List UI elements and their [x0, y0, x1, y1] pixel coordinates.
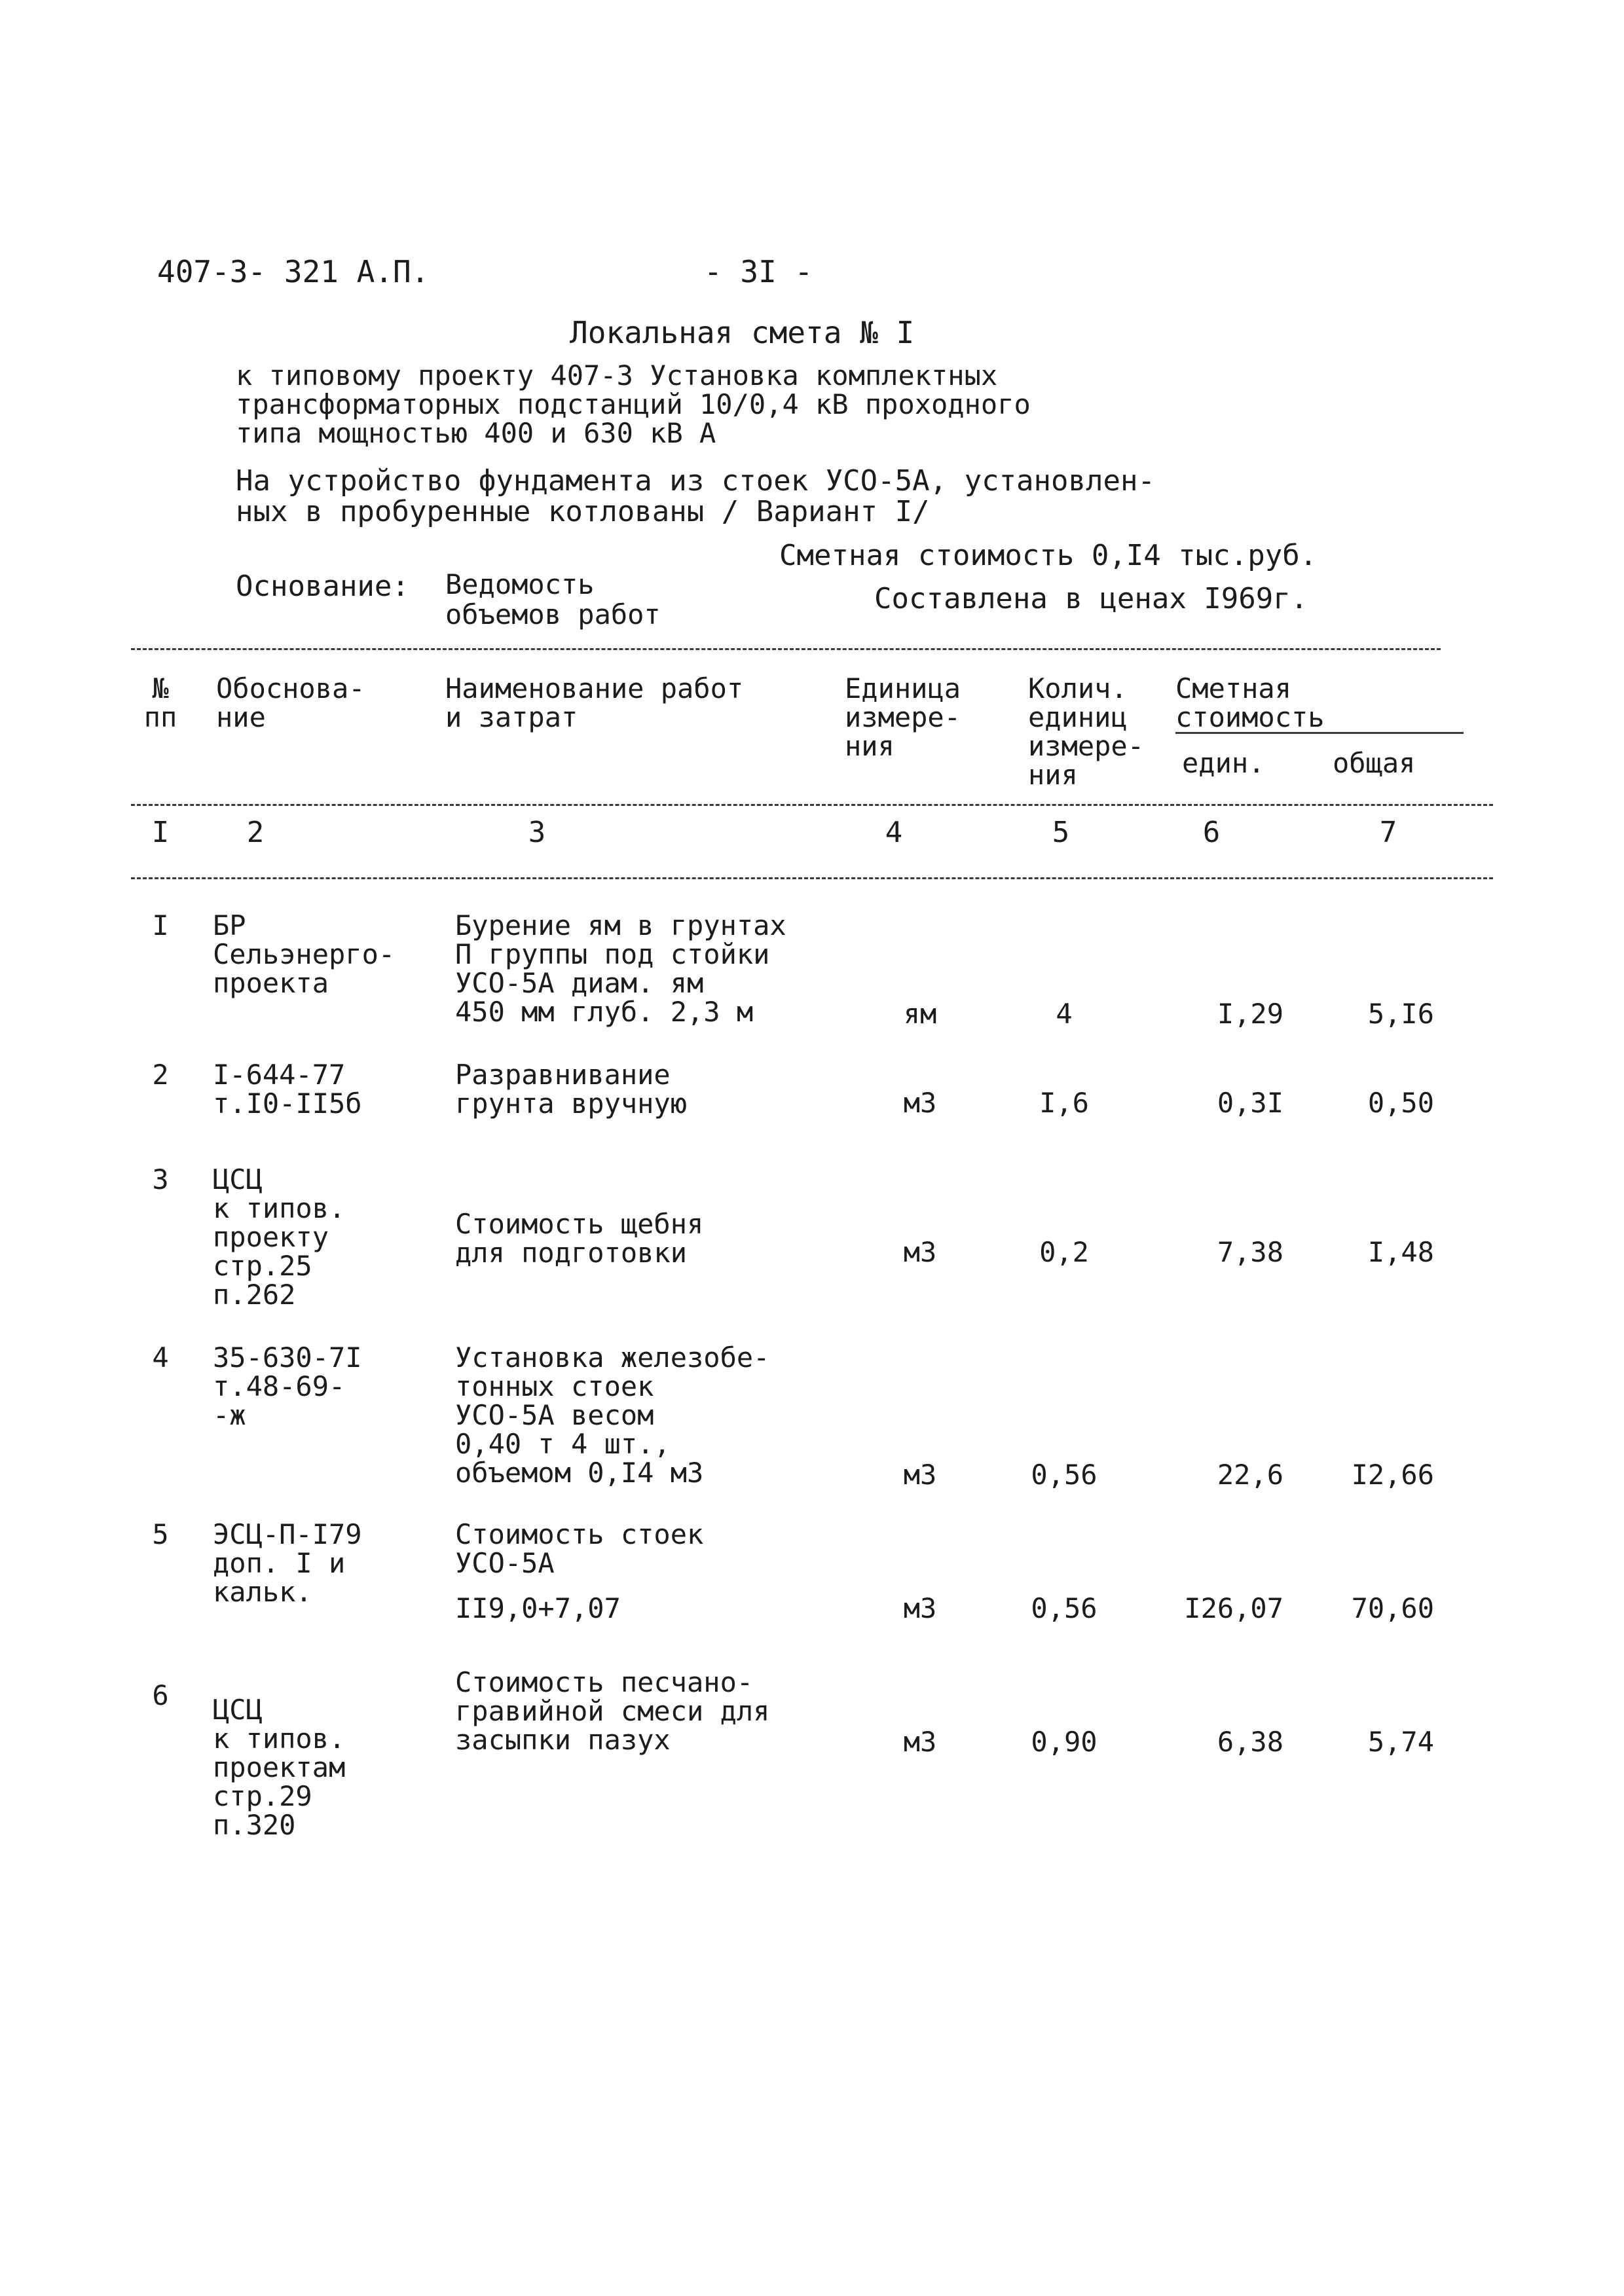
column-number: 3: [528, 816, 546, 849]
row-cost-total: 70,60: [1351, 1592, 1434, 1624]
purpose-line-1: На устройство фундамента из стоек УСО-5А, установлен-: [236, 464, 1155, 498]
row-cost-total: I2,66: [1351, 1459, 1434, 1491]
row-cost-unit: 6,38: [1217, 1726, 1283, 1758]
price-basis: Составлена в ценах I969г.: [874, 582, 1308, 615]
row-basis: 35-630-7I т.48-69- -ж: [213, 1341, 362, 1431]
basis-value-line-2: объемов работ: [445, 598, 661, 630]
row-work-name: Стоимость щебня для подготовки: [455, 1208, 704, 1269]
row-cost-total: 0,50: [1367, 1087, 1434, 1119]
row-work-name: Бурение ям в грунтах П группы под стойки УСО-5А диам. ям 450 мм глуб. 2,3 м: [455, 909, 786, 1028]
row-work-name: Установка железобе- тонных стоек УСО-5А весом 0,40 т 4 шт., объемом 0,I4 м3: [455, 1341, 770, 1489]
row-cost-unit: I26,07: [1184, 1592, 1283, 1624]
header-cost-total: общая: [1333, 747, 1416, 779]
column-number: 5: [1052, 816, 1070, 849]
column-number-rule: [131, 877, 1493, 879]
row-cost-unit: I,29: [1217, 998, 1283, 1030]
row-number: 6: [152, 1679, 169, 1711]
row-quantity: 0,56: [1031, 1459, 1098, 1491]
row-number: 4: [152, 1341, 169, 1374]
row-cost-total: 5,I6: [1367, 998, 1434, 1030]
row-unit: м3: [903, 1726, 937, 1758]
row-quantity: 0,56: [1031, 1592, 1098, 1624]
header-row-number: № пп: [143, 672, 177, 733]
row-cost-unit: 22,6: [1217, 1459, 1283, 1491]
header-basis: Обоснова- ние: [216, 672, 365, 733]
row-number: 3: [152, 1163, 169, 1195]
row-unit: м3: [903, 1459, 937, 1491]
row-cost-unit: 7,38: [1217, 1236, 1283, 1268]
row-number: 5: [152, 1518, 169, 1550]
row-unit: м3: [903, 1236, 937, 1268]
row-basis: ЭСЦ-П-I79 доп. I и кальк.: [213, 1518, 362, 1608]
project-line-3: типа мощностью 400 и 630 кВ А: [236, 417, 716, 449]
row-basis: БР Сельэнерго- проекта: [213, 909, 396, 999]
header-quantity: Колич. единиц измере- ния: [1028, 672, 1145, 791]
project-line-2: трансформаторных подстанций 10/0,4 кВ проходного: [236, 388, 1031, 420]
purpose-line-2: ных в пробуренные котлованы / Вариант I/: [236, 495, 930, 528]
row-basis: ЦСЦ к типов. проектам стр.29 п.320: [213, 1694, 346, 1841]
row-quantity: 0,2: [1039, 1236, 1089, 1268]
cost-header-rule: [1175, 732, 1464, 734]
row-price-calculation: II9,0+7,07: [455, 1592, 621, 1624]
column-number: 7: [1379, 816, 1397, 849]
row-cost-unit: 0,3I: [1217, 1087, 1283, 1119]
row-cost-total: 5,74: [1367, 1726, 1434, 1758]
estimate-title: Локальная смета № I: [570, 315, 915, 350]
row-unit: м3: [903, 1087, 937, 1119]
column-number: 4: [885, 816, 903, 849]
row-unit: ям: [903, 998, 937, 1030]
column-number: 6: [1202, 816, 1221, 849]
header-cost: Сметная стоимость: [1175, 672, 1325, 733]
row-unit: м3: [903, 1592, 937, 1624]
header-cost-unit: един.: [1182, 747, 1265, 779]
column-number: I: [151, 816, 170, 849]
row-basis: I-644-77 т.I0-II5б: [213, 1059, 362, 1120]
document-code: 407-3- 321 А.П.: [157, 254, 430, 289]
header-unit: Единица измере- ния: [845, 672, 961, 762]
row-quantity: 0,90: [1031, 1726, 1098, 1758]
row-work-name: Стоимость песчано- гравийной смеси для засыпки пазух: [455, 1666, 770, 1756]
header-bottom-rule: [131, 804, 1493, 806]
row-number: I: [152, 909, 169, 941]
header-work-name: Наименование работ и затрат: [445, 672, 744, 733]
basis-value-line-1: Ведомость: [445, 568, 595, 600]
row-cost-total: I,48: [1367, 1236, 1434, 1268]
row-number: 2: [152, 1059, 169, 1091]
row-basis: ЦСЦ к типов. проекту стр.25 п.262: [213, 1163, 346, 1311]
basis-label: Основание:: [236, 570, 409, 603]
page-number: - 3I -: [704, 254, 813, 289]
row-quantity: 4: [1056, 998, 1073, 1030]
row-quantity: I,6: [1039, 1087, 1089, 1119]
table-top-rule: [131, 648, 1441, 650]
project-line-1: к типовому проекту 407-3 Установка комплектных: [236, 359, 998, 392]
estimated-cost: Сметная стоимость 0,I4 тыс.руб.: [779, 539, 1318, 572]
row-work-name: Разравнивание грунта вручную: [455, 1059, 688, 1120]
column-number: 2: [246, 816, 265, 849]
row-work-name: Стоимость стоек УСО-5А: [455, 1518, 704, 1579]
